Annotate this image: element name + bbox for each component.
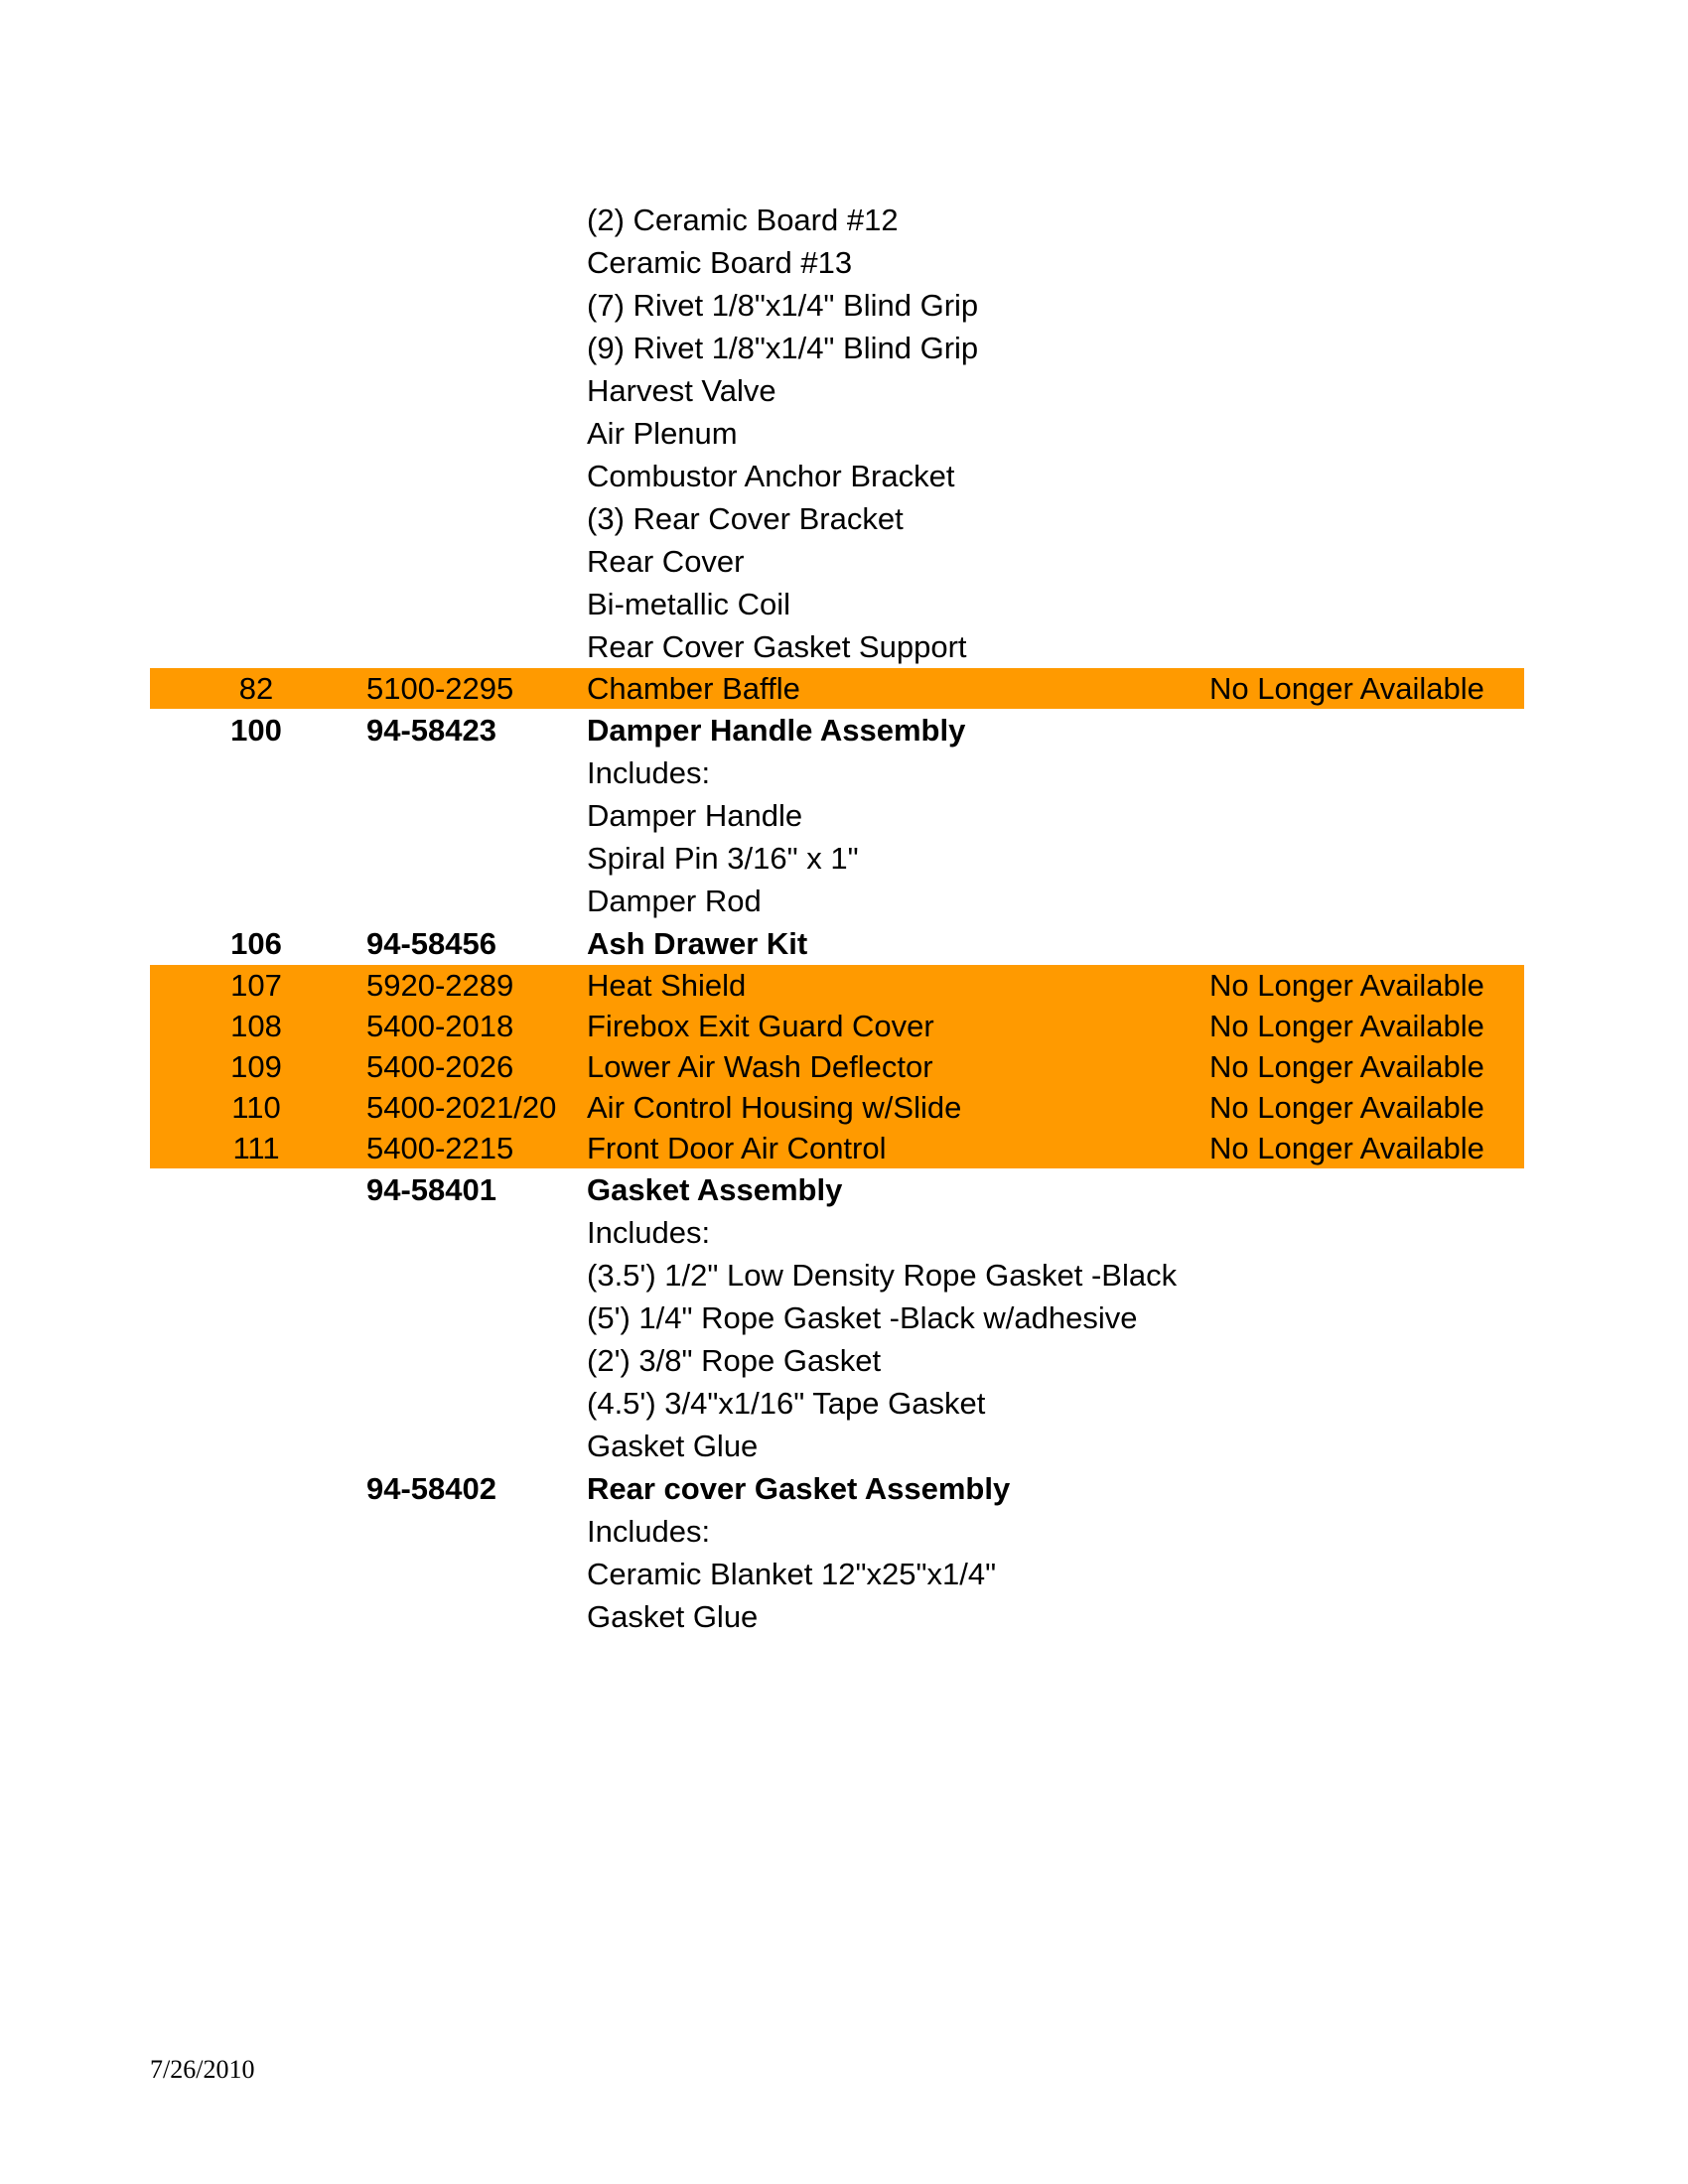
table-row (150, 540, 1524, 583)
table-row (150, 583, 1524, 625)
discontinued-part-row (150, 1087, 1524, 1128)
availability-status-cell: No Longer Available (1209, 1131, 1484, 1165)
description-cell: (2) Ceramic Board #12 (587, 203, 899, 237)
item-number-cell: 108 (230, 1009, 282, 1043)
table-row (150, 241, 1524, 284)
description-cell: Damper Handle Assembly (587, 713, 966, 748)
table-row (150, 1297, 1524, 1339)
table-row (150, 327, 1524, 369)
description-cell: (2') 3/8" Rope Gasket (587, 1343, 882, 1378)
table-row (150, 199, 1524, 241)
table-row (150, 1510, 1524, 1553)
table-row (150, 284, 1524, 327)
part-number-cell: 94-58423 (366, 713, 497, 748)
table-row (150, 455, 1524, 497)
availability-status-cell: No Longer Available (1209, 1090, 1484, 1125)
table-row (150, 412, 1524, 455)
discontinued-part-row (150, 965, 1524, 1006)
table-row (150, 1425, 1524, 1467)
part-number-cell: 5400-2026 (366, 1049, 514, 1084)
table-row (150, 794, 1524, 837)
part-number-cell: 5400-2018 (366, 1009, 514, 1043)
part-number-cell: 5400-2021/20 (366, 1090, 557, 1125)
description-cell: Ceramic Board #13 (587, 245, 853, 280)
description-cell: (3) Rear Cover Bracket (587, 501, 904, 536)
item-number-cell: 100 (230, 713, 282, 748)
description-cell: (5') 1/4" Rope Gasket -Black w/adhesive (587, 1300, 1138, 1335)
availability-status-cell: No Longer Available (1209, 1009, 1484, 1043)
table-row (150, 1339, 1524, 1382)
description-cell: Rear cover Gasket Assembly (587, 1471, 1011, 1506)
item-number-cell: 82 (238, 671, 274, 706)
table-row (150, 625, 1524, 668)
table-row (150, 837, 1524, 880)
part-number-cell: 94-58402 (366, 1471, 497, 1506)
description-cell: Heat Shield (587, 968, 747, 1003)
description-cell: Air Plenum (587, 416, 738, 451)
description-cell: Ash Drawer Kit (587, 926, 808, 961)
availability-status-cell: No Longer Available (1209, 671, 1484, 706)
description-cell: Damper Handle (587, 798, 803, 833)
description-cell: Spiral Pin 3/16" x 1" (587, 841, 859, 876)
item-number-cell: 110 (231, 1090, 281, 1125)
availability-status-cell: No Longer Available (1209, 968, 1484, 1003)
description-cell: Rear Cover (587, 544, 745, 579)
table-row (150, 497, 1524, 540)
description-cell: Includes: (587, 755, 711, 790)
discontinued-part-row (150, 1128, 1524, 1168)
description-cell: Front Door Air Control (587, 1131, 887, 1165)
item-number-cell: 106 (230, 926, 282, 961)
parts-list-table (150, 199, 1524, 1638)
description-cell: (9) Rivet 1/8"x1/4" Blind Grip (587, 331, 979, 365)
description-cell: Rear Cover Gasket Support (587, 629, 967, 664)
description-cell: Gasket Glue (587, 1599, 759, 1634)
description-cell: Chamber Baffle (587, 671, 800, 706)
description-cell: Air Control Housing w/Slide (587, 1090, 962, 1125)
discontinued-part-row (150, 668, 1524, 709)
item-number-cell: 111 (232, 1131, 280, 1165)
description-cell: Includes: (587, 1215, 711, 1250)
description-cell: (4.5') 3/4"x1/16" Tape Gasket (587, 1386, 986, 1421)
description-cell: Gasket Assembly (587, 1172, 843, 1207)
footer-date: 7/26/2010 (150, 2055, 255, 2084)
description-cell: (3.5') 1/2" Low Density Rope Gasket -Black (587, 1258, 1178, 1293)
table-row (150, 880, 1524, 922)
description-cell: Firebox Exit Guard Cover (587, 1009, 934, 1043)
table-row (150, 1553, 1524, 1595)
part-number-cell: 5920-2289 (366, 968, 514, 1003)
item-number-cell: 109 (230, 1049, 282, 1084)
part-number-cell: 94-58456 (366, 926, 497, 961)
part-number-cell: 5100-2295 (366, 671, 514, 706)
description-cell: Combustor Anchor Bracket (587, 459, 955, 493)
kit-row (150, 709, 1524, 751)
description-cell: Includes: (587, 1514, 711, 1549)
item-number-cell: 107 (230, 968, 282, 1003)
description-cell: Bi-metallic Coil (587, 587, 790, 621)
kit-row (150, 1467, 1524, 1510)
table-row (150, 1595, 1524, 1638)
description-cell: Damper Rod (587, 884, 762, 918)
description-cell: Lower Air Wash Deflector (587, 1049, 933, 1084)
description-cell: Gasket Glue (587, 1429, 759, 1463)
description-cell: (7) Rivet 1/8"x1/4" Blind Grip (587, 288, 979, 323)
availability-status-cell: No Longer Available (1209, 1049, 1484, 1084)
part-number-cell: 5400-2215 (366, 1131, 514, 1165)
kit-row (150, 922, 1524, 965)
kit-row (150, 1168, 1524, 1211)
part-number-cell: 94-58401 (366, 1172, 497, 1207)
table-row (150, 1382, 1524, 1425)
table-row (150, 1254, 1524, 1297)
table-row (150, 751, 1524, 794)
discontinued-part-row (150, 1006, 1524, 1046)
discontinued-part-row (150, 1046, 1524, 1087)
description-cell: Ceramic Blanket 12"x25"x1/4" (587, 1557, 997, 1591)
table-row (150, 1211, 1524, 1254)
table-row (150, 369, 1524, 412)
description-cell: Harvest Valve (587, 373, 776, 408)
